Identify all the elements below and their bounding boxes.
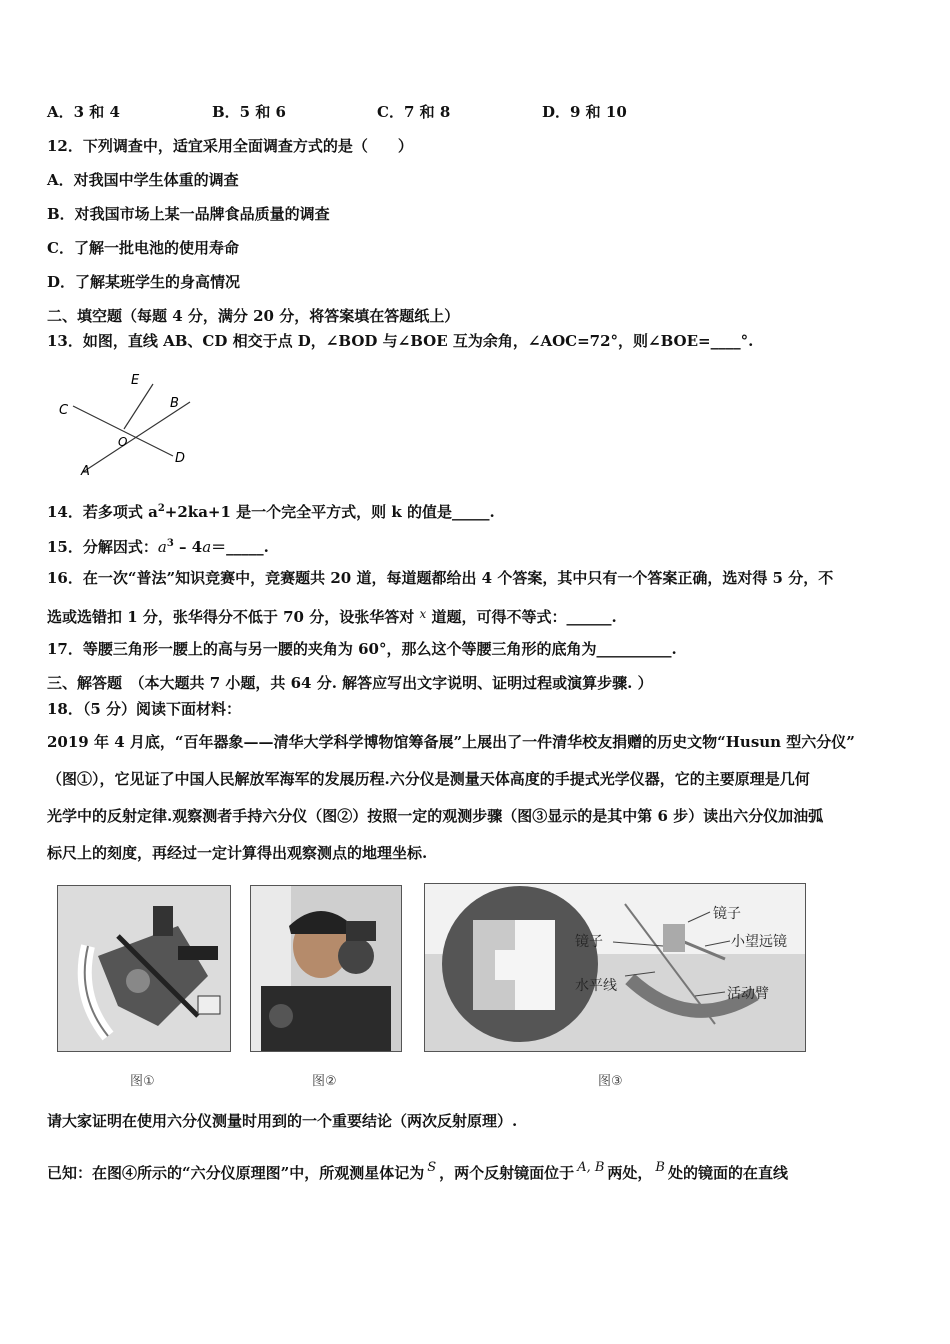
var-ab: A, B: [577, 1160, 605, 1175]
label-d: D: [175, 451, 186, 466]
q14-text: [47, 499, 495, 522]
label-movable-arm: 活动臂: [727, 986, 769, 1002]
figure-2-observer-photo: [250, 885, 402, 1052]
caption-figure-3: 图③: [598, 1074, 623, 1089]
figure-3-observation-diagram: [424, 883, 806, 1052]
q15-pre: 15．分解因式：: [47, 538, 158, 556]
option-d: D．9 和 10: [542, 103, 627, 121]
q13-text: 13．如图，直线 AB、CD 相交于点 D，∠BOD 与∠BOE 互为余角，∠AOC=72°，则∠BOE=____°.: [47, 332, 754, 350]
q15-var-a2: a: [202, 538, 212, 556]
q14-post: +2ka+1 是一个完全平方式，则 k 的值是_____.: [164, 503, 495, 521]
q15-var-a: a: [157, 538, 167, 556]
q16-line2-pre: 选或选错扣 1 分，张华得分不低于 70 分，设张华答对: [47, 608, 415, 626]
q18-para-line2: （图①），它见证了中国人民解放军海军的发展历程.六分仪是测量天体高度的手提式光学仪器，它的主要原理是几何: [47, 770, 810, 788]
q18-given: [47, 1158, 788, 1183]
label-c: C: [59, 403, 69, 418]
q16-line2-post: 道题，可得不等式：______.: [431, 608, 617, 626]
q18-given-mid: ，两个反射镜面位于: [439, 1164, 575, 1182]
q18-given-pre: 已知：在图④所示的“六分仪原理图”中，所观测星体记为: [47, 1164, 425, 1182]
q12-option-b: B．对我国市场上某一品牌食品质量的调查: [47, 205, 330, 223]
label-telescope: 小望远镜: [731, 934, 787, 950]
q16-line1: 16．在一次“普法”知识竞赛中，竞赛题共 20 道，每道题都给出 4 个答案，其中只有一个答案正确，选对得 5 分，不: [47, 569, 834, 587]
q11-options: [47, 102, 627, 122]
ray-oe: [124, 384, 153, 429]
label-mirror-left: 镜子: [575, 934, 603, 950]
q18-para-line4: 标尺上的刻度，再经过一定计算得出观察测点的地理坐标.: [47, 844, 428, 862]
label-e: E: [131, 373, 140, 388]
option-b: B．5 和 6: [212, 103, 286, 121]
observer-illustration: [251, 886, 401, 1051]
option-a: A．3 和 4: [47, 103, 120, 121]
q16-line2: [47, 604, 617, 627]
q14-pre: 14．若多项式 a: [47, 503, 158, 521]
q18-given-mid2: 两处，: [607, 1164, 653, 1182]
q12-option-c: C．了解一批电池的使用寿命: [47, 239, 239, 257]
var-s: S: [427, 1160, 437, 1175]
q18-title: 18．（5 分）阅读下面材料：: [47, 700, 242, 718]
label-b: B: [170, 396, 179, 411]
q18-para-line3: 光学中的反射定律.观察测者手持六分仪（图②）按照一定的观测步骤（图③显示的是其中第 6 步）读出六分仪加油弧: [47, 807, 824, 825]
label-a: A: [81, 464, 90, 477]
q15-text: [47, 534, 269, 557]
q17-text: 17．等腰三角形一腰上的高与另一腰的夹角为 60°，那么这个等腰三角形的底角为__________.: [47, 640, 677, 658]
q15-mid: – 4: [173, 538, 203, 556]
label-o: O: [118, 435, 128, 449]
q12-stem: 12．下列调查中，适宜采用全面调查方式的是（ ）: [47, 137, 413, 155]
label-horizon: 水平线: [575, 978, 617, 994]
q15-post: ＝_____.: [211, 538, 269, 556]
line-ab: [83, 402, 190, 472]
q16-var-x: x: [419, 607, 427, 621]
q18-given-post: 处的镜面的在直线: [667, 1164, 788, 1182]
caption-figure-2: 图②: [312, 1074, 337, 1089]
q12-option-a: A．对我国中学生体重的调查: [47, 171, 239, 189]
q18-para-line1: 2019 年 4 月底，“百年器象——清华大学科学博物馆筹备展”上展出了一件清华校友捐赠的历史文物“Husun 型六分仪”: [47, 733, 855, 751]
section-3-heading: 三、解答题 （本大题共 7 小题，共 64 分. 解答应写出文字说明、证明过程或演算步骤. ）: [47, 674, 653, 692]
q13-diagram: [55, 362, 205, 477]
q14-exponent: 2: [157, 503, 165, 514]
q12-option-d: D．了解某班学生的身高情况: [47, 273, 241, 291]
var-b: B: [655, 1160, 665, 1175]
section-2-heading: 二、填空题（每题 4 分，满分 20 分，将答案填在答题纸上）: [47, 307, 460, 325]
option-c: C．7 和 8: [377, 103, 451, 121]
q18-prove: 请大家证明在使用六分仪测量时用到的一个重要结论（两次反射原理）.: [47, 1112, 518, 1130]
sextant-illustration: [58, 886, 230, 1051]
observation-illustration: [425, 884, 805, 1051]
figure-1-sextant-photo: [57, 885, 231, 1052]
caption-figure-1: 图①: [130, 1074, 155, 1089]
q15-exponent: 3: [166, 538, 174, 549]
label-mirror-top: 镜子: [713, 906, 741, 922]
